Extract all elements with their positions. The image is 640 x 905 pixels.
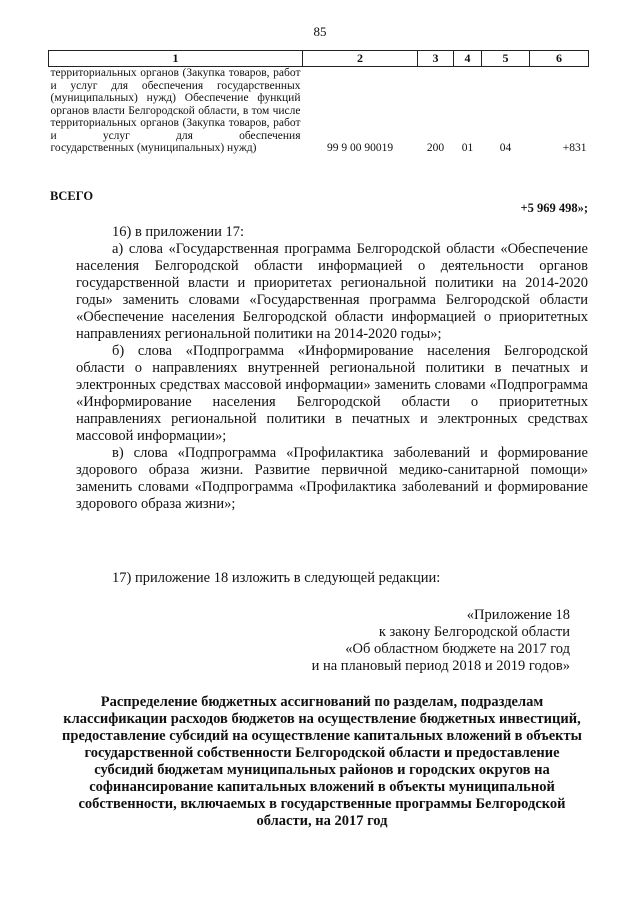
appendix-header xyxy=(312,607,570,675)
section-16-item-b: б) слова «Подпрограмма «Информирование населения Белгородской области о направлениях внутренней региональной политики в печатных и электронных средствах массовой информации» заменить словами «Подпрограмма «Информирование населения Белгородской области о приоритетных направлениях региональной политики в печатных и электронных средствах массовой информации»; xyxy=(76,343,588,444)
page-number: 85 xyxy=(313,24,327,39)
table-header-row xyxy=(49,51,589,67)
cell-section: 01 xyxy=(461,142,474,154)
appendix-line: к закону Белгородской области xyxy=(378,624,570,640)
column-header: 1 xyxy=(49,51,303,67)
appendix-line: «Об областном бюджете на 2017 год xyxy=(345,641,570,657)
section-16 xyxy=(76,224,588,513)
section-16-item-v: в) слова «Подпрограмма «Профилактика заболеваний и формирование здорового образа жизни. Развитие первичной медико-санитарной помощи» заменить словами «Подпрограмма «Профилактика заболеваний и формирование здорового образа жизни»; xyxy=(76,445,588,512)
column-header: 5 xyxy=(482,51,530,67)
section-16-item-a: а) слова «Государственная программа Белгородской области «Обеспечение населения Белгородской области информацией о деятельности органов государственной власти и приоритетах региональной политики на 2014-2020 годы» заменить словами «Государственная программа Белгородской области «Обеспечение населения Белгородской области информацией о приоритетных направлениях региональной политики на 2014-2020 годы»; xyxy=(76,241,588,342)
section-17-intro: 17) приложение 18 изложить в следующей редакции: xyxy=(112,570,441,586)
column-header: 4 xyxy=(454,51,482,67)
cell-subsection: 04 xyxy=(499,142,512,154)
row-description-text: территориальных органов (Закупка товаров, работ и услуг для обеспечения государственных (муниципальных) нужд) Обеспечение функций органов власти Белгородской области, в том числе территориальных органов (Закупка товаров, работ и услуг для обеспечения xyxy=(50,67,301,142)
row-description xyxy=(49,67,303,155)
appendix-line: и на плановый период 2018 и 2019 годов» xyxy=(311,658,570,674)
appendix-line: «Приложение 18 xyxy=(466,607,570,623)
column-header: 6 xyxy=(530,51,589,67)
cell-expense-type: 200 xyxy=(426,142,445,154)
table-row xyxy=(49,67,589,155)
cell-amount: +831 xyxy=(562,142,587,154)
budget-table xyxy=(48,50,589,155)
section-17 xyxy=(76,570,588,587)
cell-target-code: 99 9 00 90019 xyxy=(326,142,394,154)
column-header: 2 xyxy=(303,51,418,67)
column-header: 3 xyxy=(418,51,454,67)
total-value: +5 969 498»; xyxy=(520,201,588,215)
row-description-last-line: государственных (муниципальных) нужд) xyxy=(50,142,257,154)
appendix-title: Распределение бюджетных ассигнований по разделам, подразделам классификации расходов бюджетов на осуществление бюджетных инвестиций, предоставление субсидий на осуществление капитальных вложений в объекты государственной собственности Белгородской области и предоставление субсидий бюджетам муниципальных районов и городских округов на софинансирование капитальных вложений в объекты муниципальной собственности, включаемых в государственные программы Белгородской области, на 2017 год xyxy=(62,694,582,829)
total-label: ВСЕГО xyxy=(50,189,94,203)
section-16-intro: 16) в приложении 17: xyxy=(112,224,245,240)
